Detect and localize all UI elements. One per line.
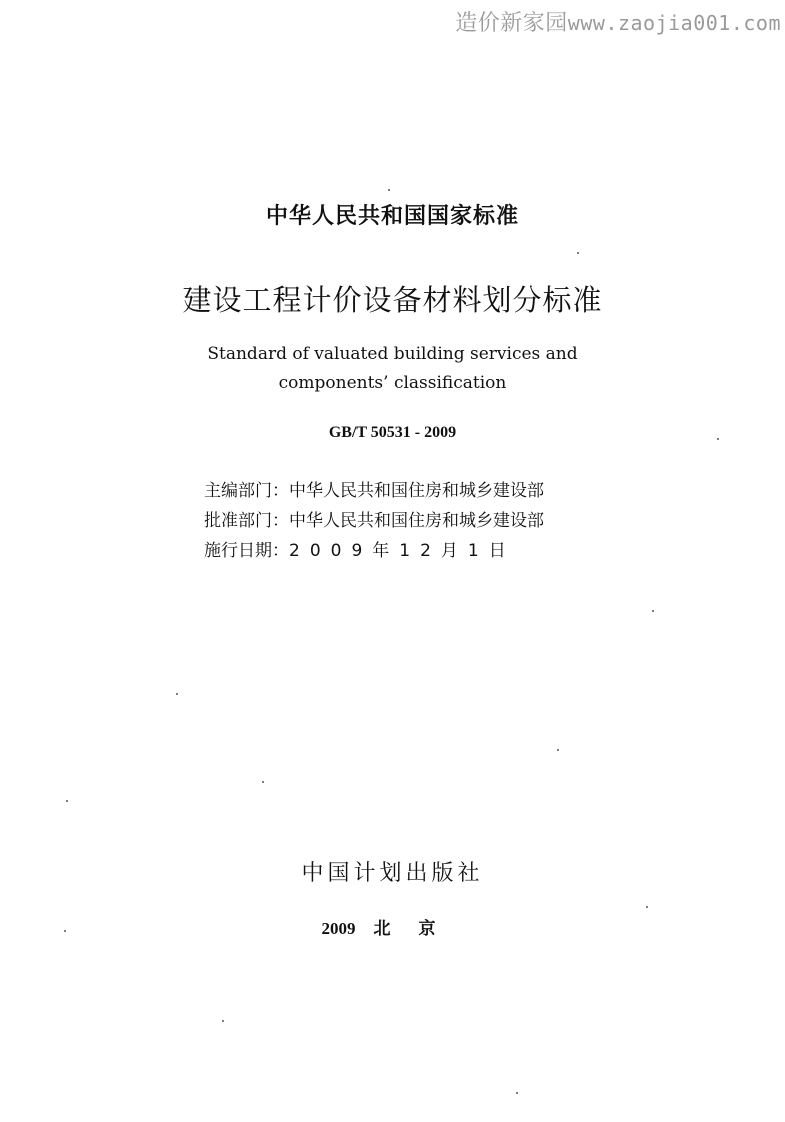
- standard-code: GB/T 50531 - 2009: [328, 424, 457, 441]
- publisher-name: 中国计划出版社: [301, 861, 484, 886]
- meta-row-approval: [204, 506, 624, 536]
- meta-value: 中华人民共和国住房和城乡建设部: [289, 511, 544, 531]
- watermark-url: www.zaojia001.com: [567, 11, 781, 35]
- publication-city: 北京: [373, 919, 464, 939]
- scan-speck: [64, 930, 66, 932]
- meta-label: 批准部门：: [204, 511, 289, 531]
- meta-row-effective-date: [204, 536, 624, 566]
- national-standard-heading: 中华人民共和国国家标准: [265, 204, 519, 229]
- scan-speck: [262, 781, 264, 783]
- title-en-line-1: Standard of valuated building services and: [207, 344, 578, 364]
- meta-label: 施行日期：: [204, 541, 289, 561]
- publication-year: 2009: [321, 919, 356, 938]
- meta-value: 2009年12月1日: [289, 541, 516, 561]
- meta-row-chief-editor: [204, 476, 624, 506]
- scan-speck: [222, 1020, 224, 1022]
- scan-speck: [388, 189, 390, 191]
- scan-speck: [717, 438, 719, 440]
- standard-meta-block: [204, 476, 624, 566]
- scan-speck: [66, 800, 68, 802]
- watermark-site-name: 造价新家园: [455, 11, 568, 36]
- scan-speck: [176, 693, 178, 695]
- scan-speck: [652, 610, 654, 612]
- scan-speck: [516, 1092, 518, 1094]
- publication-place: [0, 914, 785, 939]
- scan-speck: [646, 906, 648, 908]
- meta-label: 主编部门：: [204, 481, 289, 501]
- watermark: [455, 6, 781, 37]
- title-en-line-2: components’ classification: [278, 373, 507, 393]
- standard-title-chinese: 建设工程计价设备材料划分标准: [182, 283, 603, 317]
- meta-value: 中华人民共和国住房和城乡建设部: [289, 481, 544, 501]
- scan-speck: [557, 749, 559, 751]
- scan-speck: [577, 252, 579, 254]
- standard-title-english: [0, 340, 785, 398]
